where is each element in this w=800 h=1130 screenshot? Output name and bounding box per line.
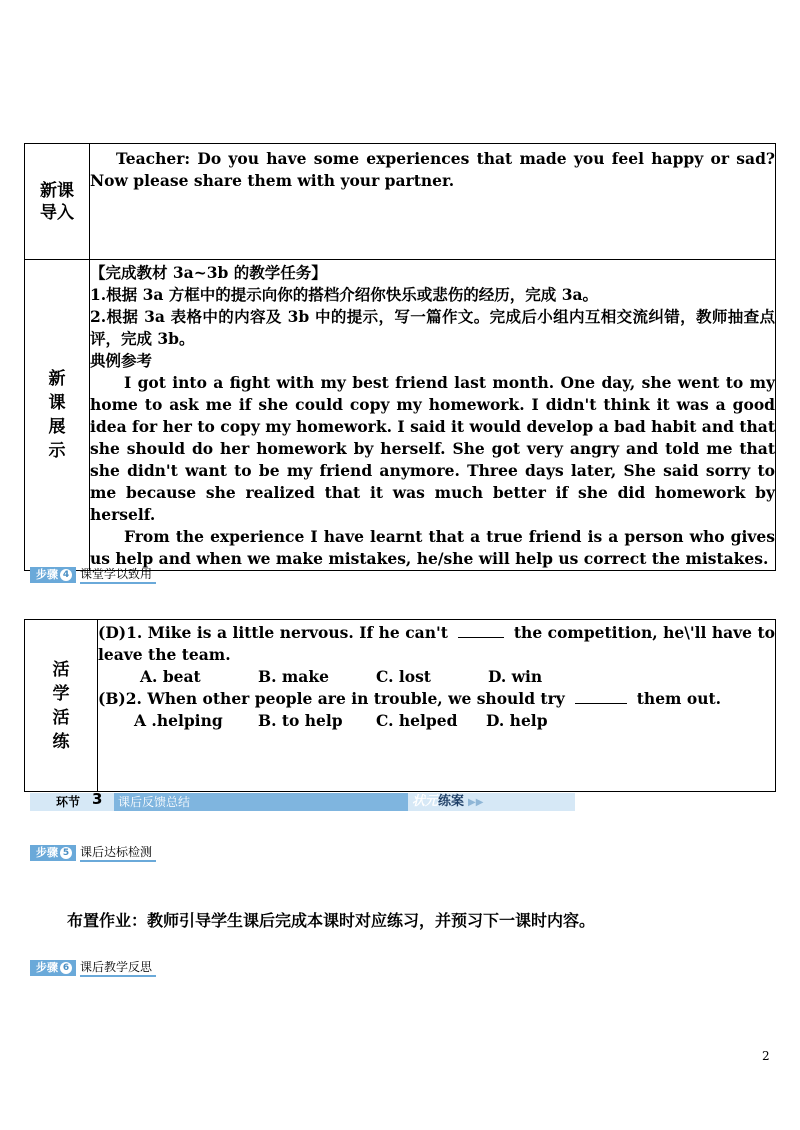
step-label: 步骤 (36, 846, 58, 859)
practice-content (98, 620, 776, 792)
step-title: 课堂学以致用 (80, 567, 156, 584)
example-paragraph-2: From the experience I have learnt that a true friend is a person who gives us help and when we make mistakes, he/she will help us correct the mistakes. (90, 527, 775, 568)
step-number: 6 (60, 962, 72, 974)
double-arrow-icon: ▶▶ (468, 797, 484, 808)
step-label: 步骤 (36, 961, 58, 974)
label-text: 活学活练 (52, 659, 70, 752)
task-header: 【完成教材 3a~3b 的教学任务】 (90, 263, 327, 282)
label-text: 新课展示 (48, 369, 66, 461)
option-a: A. beat (140, 667, 201, 686)
brand-dark: 练案 (438, 794, 465, 809)
homework-text: 布置作业：教师引导学生课后完成本课时对应练习，并预习下一课时内容。 (67, 911, 596, 930)
step-pill (30, 960, 76, 976)
question-2-stem: (B)2. When other people are in trouble, we should try (98, 689, 565, 708)
step-pill (30, 567, 76, 583)
label-practice (25, 620, 98, 792)
task-1: 1.根据 3a 方框中的提示向你的搭档介绍你快乐或悲伤的经历，完成 3a。 (90, 285, 599, 304)
step-number: 4 (60, 569, 72, 581)
step-title: 课后达标检测 (80, 845, 156, 862)
teacher-prompt: Teacher: Do you have some experiences that made you feel happy or sad? Now please share them with your partner. (90, 149, 775, 190)
answer-blank (575, 689, 627, 704)
option-d: D. help (486, 711, 548, 730)
section-number: 3 (92, 790, 103, 808)
step-label: 步骤 (36, 568, 58, 581)
question-2-stem-end: them out. (636, 689, 722, 708)
step-4-header (30, 567, 156, 583)
step-title: 课后教学反思 (80, 960, 156, 977)
practice-table (24, 619, 776, 792)
step-number: 5 (60, 847, 72, 859)
question-1-stem-end: the competition, he\'ll have to leave the team. (98, 623, 775, 664)
option-a: A .helping (134, 711, 223, 730)
page-number: 2 (762, 1049, 770, 1063)
option-d: D. win (488, 667, 543, 686)
section-brand (412, 793, 483, 812)
section-bar (30, 790, 575, 811)
show-content (90, 260, 776, 571)
option-b: B. make (258, 667, 329, 686)
intro-content (90, 144, 776, 260)
answer-blank (458, 623, 504, 638)
label-new-lesson-intro (25, 144, 90, 260)
example-paragraph-1: I got into a fight with my best friend last month. One day, she went to my home to ask me if she could copy my homework. I didn't think it was a good idea for her to copy my homework. I said it would develop a bad habit and that she should do her homework by herself. She got very angry and told me that she didn't want to be my friend anymore. Three days later, She said sorry to me because she realized that it was much better if she did homework by herself. (90, 373, 775, 524)
question-1 (98, 622, 775, 666)
brand-light: 状元 (412, 794, 439, 809)
section-label: 环节 (56, 795, 81, 809)
option-b: B. to help (258, 711, 343, 730)
step-5-header (30, 845, 156, 861)
label-text: 新课导入 (40, 180, 74, 223)
option-c: C. lost (376, 667, 431, 686)
option-c: C. helped (376, 711, 458, 730)
question-1-options (98, 666, 775, 688)
lesson-table-main (24, 143, 776, 571)
example-label: 典例参考 (90, 351, 153, 370)
step-pill (30, 845, 76, 861)
question-2-options (98, 710, 775, 732)
question-2 (98, 688, 775, 710)
section-title: 课后反馈总结 (114, 793, 408, 811)
task-2: 2.根据 3a 表格中的内容及 3b 中的提示，写一篇作文。完成后小组内互相交流纠错，教师抽查点评，完成 3b。 (90, 307, 775, 348)
question-1-stem: (D)1. Mike is a little nervous. If he can't (98, 623, 448, 642)
label-new-lesson-show (25, 260, 90, 571)
step-6-header (30, 960, 156, 976)
